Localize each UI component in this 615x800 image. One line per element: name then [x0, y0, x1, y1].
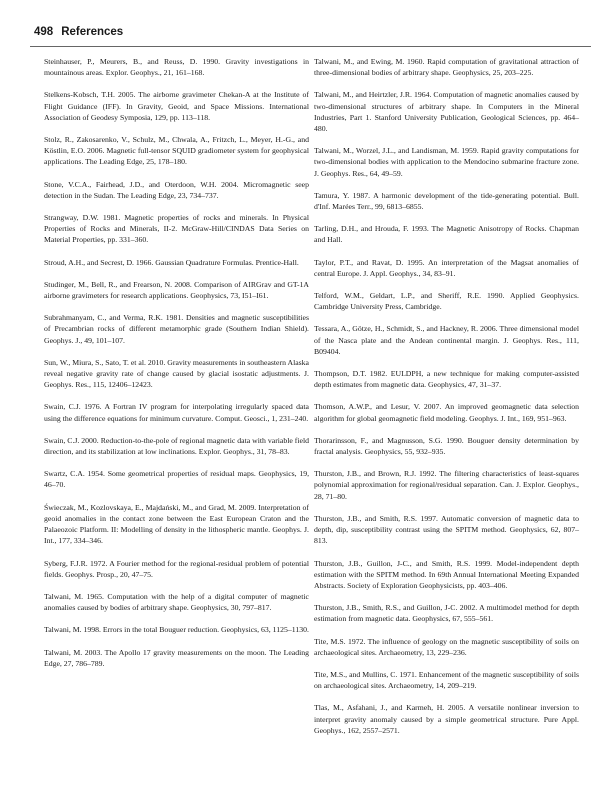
page-number: 498 — [34, 26, 54, 38]
reference-entry: Tlas, M., Asfahani, J., and Karmeh, H. 2005. A versatile nonlinear inversion to interpret gravity anomaly caused by a simple geometrical structure. Pure Appl. Geophys., 162, 2557–2571. — [314, 703, 579, 735]
reference-entry: Tamura, Y. 1987. A harmonic development of the tide-generating potential. Bull. d'Inf. Marées Terr., 99, 6813–6855. — [314, 190, 579, 212]
reference-entry: Telford, W.M., Geldart, L.P., and Sheriff, R.E. 1990. Applied Geophysics. Cambridge University Press, Cambridge. — [314, 291, 579, 312]
reference-entry: Thurston, J.B., Guillon, J-C., and Smith, R.S. 1999. Model-independent depth estimation with the SPITM method. In 69th Annual International Meeting Expanded Abstracts. Society of Exploration Geophysicists, pp. 403–406. — [314, 558, 579, 590]
reference-entry: Thurston, J.B., Smith, R.S., and Guillon, J-C. 2002. A multimodel method for depth estimation from magnetic data. Geophysics, 67, 555–561. — [314, 603, 579, 624]
reference-entry: Syberg, F.J.R. 1972. A Fourier method for the regional-residual problem of potential fields. Geophys. Prosp., 20, 47–75. — [44, 558, 309, 579]
reference-entry: Talwani, M., and Heirtzler, J.R. 1964. Computation of magnetic anomalies caused by two-dimensional structures of arbitrary shape. In Computers in the Mineral Industries, Part 1. Stanford University Publication, Geological Sciences, pp. 464–480. — [314, 90, 579, 134]
reference-entry: Swain, C.J. 1976. A Fortran IV program for interpolating irregularly spaced data using the difference equations for minimum curvature. Comput. Geosci., 1, 231–240. — [44, 402, 309, 423]
reference-entry: Tite, M.S., and Mullins, C. 1971. Enhancement of the magnetic susceptibility of soils on archaeological sites. Archaeometry, 14, 209–219. — [314, 669, 579, 691]
left-column — [44, 56, 309, 680]
header-rule — [30, 46, 591, 47]
reference-entry: Stolz, R., Zakosarenko, V., Schulz, M., Chwala, A., Fritzch, L., Meyer, H.-G., and Köstlin, E.O. 2006. Magnetic full-tensor SQUID gradiometer system for geophysical applications. The Leading Edge, 25, 178–180. — [44, 135, 309, 167]
reference-entry: Tessara, A., Götze, H., Schmidt, S., and Hackney, R. 2006. Three dimensional model of the Nasca plate and the Andean continental margin. J. Geophys. Res., 111, B09404. — [314, 324, 579, 356]
running-head: References — [61, 26, 124, 38]
reference-entry: Stelkens-Kobsch, T.H. 2005. The airborne gravimeter Chekan-A at the Institute of Flight Guidance (IFF). In Gravity, Geoid, and Space Missions. International Association of Geodesy Symposia, 129, pp. 113–118. — [44, 90, 309, 122]
reference-entry: Tite, M.S. 1972. The influence of geology on the magnetic susceptibility of soils on archaeological sites. Archaeometry, 13, 229–236. — [314, 636, 579, 657]
reference-entry: Tarling, D.H., and Hrouda, F. 1993. The Magnetic Anisotropy of Rocks. Chapman and Hall. — [314, 224, 579, 245]
page-header — [34, 26, 585, 44]
reference-entry: Talwani, M. 2003. The Apollo 17 gravity measurements on the moon. The Leading Edge, 27, 786–789. — [44, 647, 309, 668]
reference-entry: Swartz, C.A. 1954. Some geometrical properties of residual maps. Geophysics, 19, 46–70. — [44, 469, 309, 490]
reference-entry: Strangway, D.W. 1981. Magnetic properties of rocks and minerals. In Physical Properties of Rocks and Minerals, II-2. McGraw-Hill/CINDAS Data Series on Material Properties, pp. 331–360. — [44, 213, 309, 245]
reference-entry: Stone, V.C.A., Fairhead, J.D., and Oterdoon, W.H. 2004. Micromagnetic seep detection in the Sudan. The Leading Edge, 23, 734–737. — [44, 179, 309, 200]
reference-entry: Thurston, J.B., and Smith, R.S. 1997. Automatic conversion of magnetic data to depth, dip, susceptibility contrast using the SPITM method. Geophysics, 62, 807–813. — [314, 513, 579, 546]
reference-entry: Świeczak, M., Kozlovskaya, E., Majdański, M., and Grad, M. 2009. Interpretation of geoid anomalies in the contact zone between the East European Craton and the Palaeozoic Platform. II: Modelling of density in the lithospheric mantle. Geophys. J. Int., 177, 334–346. — [44, 502, 309, 546]
reference-entry: Thompson, D.T. 1982. EULDPH, a new technique for making computer-assisted depth estimates from magnetic data. Geophysics, 47, 31–37. — [314, 369, 579, 390]
reference-entry: Studinger, M., Bell, R., and Frearson, N. 2008. Comparison of AIRGrav and GT-1A airborne gravimeters for research applications. Geophysics, 73, I51–I61. — [44, 279, 309, 301]
reference-entry: Swain, C.J. 2000. Reduction-to-the-pole of regional magnetic data with variable field direction, and its stabilization at low inclinations. Explor. Geophys., 31, 78–83. — [44, 435, 309, 457]
reference-entry: Thorarinsson, F., and Magnusson, S.G. 1990. Bouguer density determination by fractal analysis. Geophysics, 55, 932–935. — [314, 435, 579, 457]
reference-entry: Subrahmanyam, C., and Verma, R.K. 1981. Densities and magnetic susceptibilities of Precambrian rocks of different metamorphic grade (Southern Indian Shield). Geophys. J., 49, 101–107. — [44, 313, 309, 345]
reference-entry: Stroud, A.H., and Secrest, D. 1966. Gaussian Quadrature Formulas. Prentice-Hall. — [44, 257, 299, 267]
reference-entry: Talwani, M., and Ewing, M. 1960. Rapid computation of gravitational attraction of three-dimensional bodies of arbitrary shape. Geophysics, 25, 203–225. — [314, 57, 579, 78]
reference-entry: Talwani, M. 1965. Computation with the help of a digital computer of magnetic anomalies caused by bodies of arbitrary shape. Geophysics, 30, 797–817. — [44, 591, 309, 613]
reference-entry: Thurston, J.B., and Brown, R.J. 1992. The filtering characteristics of least-squares polynomial approximation for regional/residual separation. Can. J. Explor. Geophys., 28, 71–80. — [314, 469, 579, 501]
right-column — [314, 56, 579, 747]
reference-entry: Talwani, M. 1998. Errors in the total Bouguer reduction. Geophysics, 63, 1125–1130. — [44, 625, 309, 635]
reference-entry: Sun, W., Miura, S., Sato, T. et al. 2010. Gravity measurements in southeastern Alaska reveal negative gravity rate of change caused by glacial isostatic adjustments. J. Geophys. Res., 115, 12406–12423. — [44, 357, 309, 390]
reference-entry: Talwani, M., Worzel, J.L., and Landisman, M. 1959. Rapid gravity computations for two-dimensional bodies with application to the Mendocino submarine fracture zone. J. Geophys. Res., 64, 49–59. — [314, 146, 579, 178]
reference-entry: Taylor, P.T., and Ravat, D. 1995. An interpretation of the Magsat anomalies of central Europe. J. Appl. Geophys., 34, 83–91. — [314, 257, 579, 278]
reference-entry: Steinhauser, P., Meurers, B., and Reuss, D. 1990. Gravity investigations in mountainous areas. Explor. Geophys., 21, 161–168. — [44, 57, 309, 78]
reference-entry: Thomson, A.W.P., and Lesur, V. 2007. An improved geomagnetic data selection algorithm for global geomagnetic field modeling. Geophys. J. Int., 169, 951–963. — [314, 402, 579, 423]
